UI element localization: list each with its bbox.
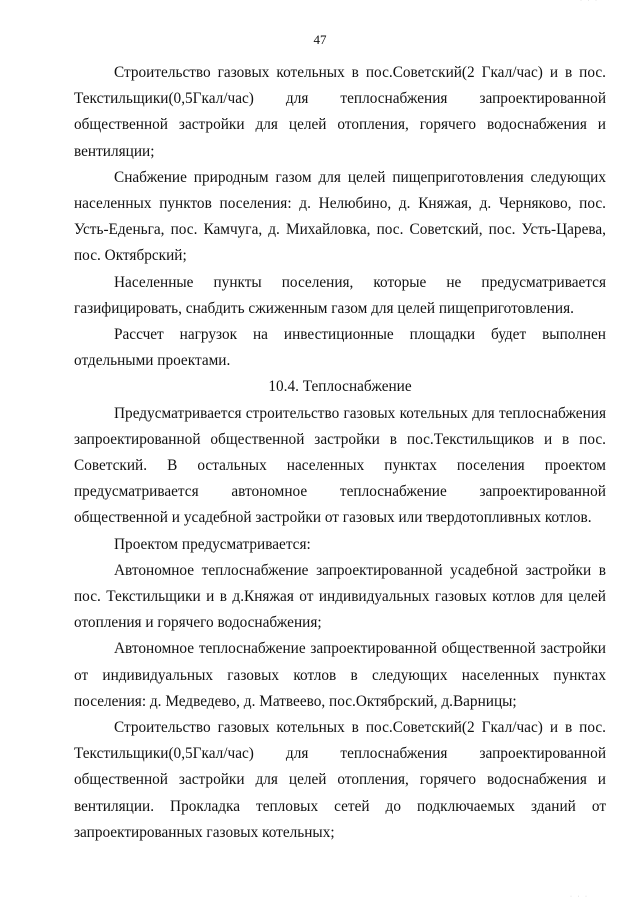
paragraph-project-provides: Проектом предусматривается: [114,535,311,553]
paragraph-gas-boilers-intro: Строительство газовых котельных в пос.Советский(2 Гкал/час) и в пос. Текстильщики(0,5Гкал/час) для теплоснабжения запроектированной общественной застройки для целей отопления, горячего водоснабжения и вентиляции; [74,64,606,160]
paragraph-autonomous-residential: Автономное теплоснабжение запроектированной усадебной застройки в пос. Текстильщики и в д.Княжая от индивидуальных газовых котлов для целей отопления и горячего водоснабжения; [74,561,606,632]
paragraph-liquefied-gas: Населенные пункты поселения, которые не предусматривается газифицировать, снабдить сжиженным газом для целей пищеприготовления. [74,273,606,317]
section-heading-heat-supply: 10.4. Теплоснабжение [268,378,412,396]
paragraph-boiler-construction: Строительство газовых котельных в пос.Советский(2 Гкал/час) и в пос. Текстильщики(0,5Гкал/час) для теплоснабжения запроектированной общественной застройки для целей отопления, горячего водоснабжения и вентиляции. Прокладка тепловых сетей до подключаемых зданий от запроектированных газовых котельных; [74,719,606,841]
scan-artifact-top: · · · [580,0,599,4]
paragraph-load-calculation: Рассчет нагрузок на инвестиционные площадки будет выполнен отдельными проектами. [74,326,606,370]
paragraph-natural-gas-supply: Снабжение природным газом для целей пищеприготовления следующих населенных пунктов поселения: д. Нелюбино, д. Княжая, д. Черняково, пос. Усть-Еденьга, пос. Камчуга, д. Михайловка, пос. Советский, пос. Усть-Царева, пос. Октябрский; [74,168,606,265]
page-number: 47 [313,32,327,47]
scan-artifact-bottom: · · · [570,894,589,900]
paragraph-heat-supply-overview: Предусматривается строительство газовых котельных для теплоснабжения запроектированной общественной застройки в пос.Текстильщиков и в пос. Советский. В остальных населенных пунктах поселения проектом предусматривается автономное теплоснабжение запроектированной общественной и усадебной застройки от газовых или твердотопливных котлов. [74,404,606,527]
paragraph-autonomous-public: Автономное теплоснабжение запроектированной общественной застройки от индивидуальных газовых котлов в следующих населенных пунктах поселения: д. Медведево, д. Матвеево, пос.Октябрский, д.Варницы; [74,640,606,710]
page-body [74,60,606,846]
